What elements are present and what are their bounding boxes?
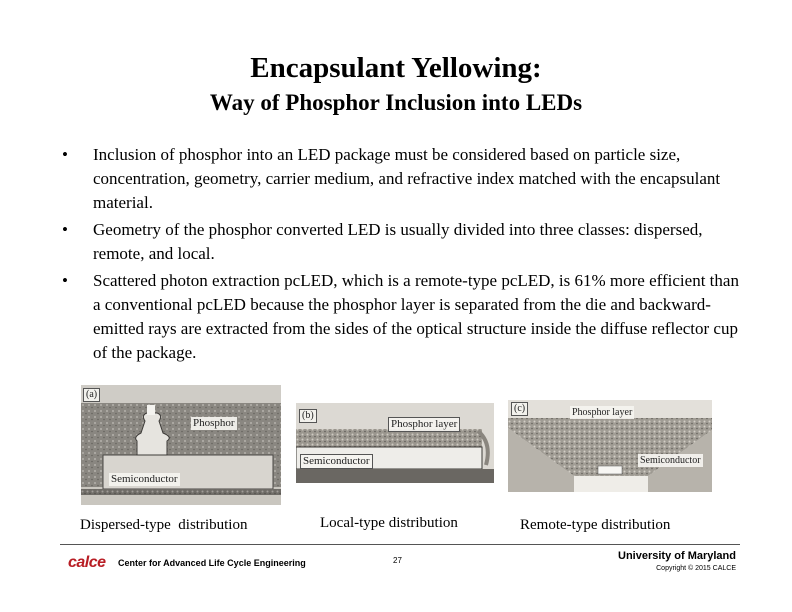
local-type-figure	[296, 403, 494, 483]
footer-divider	[60, 544, 740, 545]
figure-c-tag: (c)	[511, 402, 528, 416]
figure-b-tag: (b)	[299, 409, 317, 423]
figure-a-phosphor-label: Phosphor	[193, 417, 235, 429]
dispersed-led-cross-section	[81, 385, 281, 505]
bullet-text: Geometry of the phosphor converted LED is usually divided into three classes: dispersed, remote, and local.	[93, 220, 703, 263]
bullet-item	[62, 218, 742, 266]
bullet-text: Inclusion of phosphor into an LED package must be considered based on particle size, concentration, geometry, carrier medium, and refractive index matched with the encapsulant material.	[93, 145, 721, 212]
bullet-list	[62, 143, 742, 368]
figure-b-semiconductor-label: Semiconductor	[300, 454, 373, 469]
bullet-item	[62, 143, 742, 215]
copyright-notice: Copyright © 2015 CALCE	[656, 565, 736, 572]
figure-a-semiconductor-label: Semiconductor	[111, 473, 178, 485]
figure-a-tag: (a)	[83, 388, 100, 402]
university-name: University of Maryland	[618, 550, 736, 562]
dispersed-type-figure	[81, 385, 281, 505]
local-led-cross-section	[296, 403, 494, 483]
dispersed-caption: Dispersed-type distribution	[80, 517, 248, 533]
calce-logo: calce	[68, 554, 106, 571]
remote-caption: Remote-type distribution	[520, 517, 671, 533]
page-number: 27	[393, 556, 402, 565]
bullet-marker: •	[62, 220, 68, 239]
local-caption: Local-type distribution	[320, 515, 458, 531]
figure-c-phosphor-label: Phosphor layer	[572, 407, 633, 418]
center-name: Center for Advanced Life Cycle Engineering	[118, 558, 306, 568]
bullet-item	[62, 269, 742, 365]
bullet-text: Scattered photon extraction pcLED, which is a remote-type pcLED, is 61% more efficient than a conventional pcLED because the phosphor layer is separated from the die and backward-emitted rays are extracted from the sides of the optical structure inside the diffuse reflector cup of the package.	[93, 271, 739, 362]
bullet-marker: •	[62, 271, 68, 290]
remote-type-figure	[508, 400, 712, 492]
figure-b-phosphor-label: Phosphor layer	[388, 417, 460, 432]
bullet-marker: •	[62, 145, 68, 164]
figure-c-semiconductor-label: Semiconductor	[640, 455, 701, 466]
slide-title: Encapsulant Yellowing:	[250, 52, 542, 84]
slide-subtitle: Way of Phosphor Inclusion into LEDs	[209, 90, 583, 115]
